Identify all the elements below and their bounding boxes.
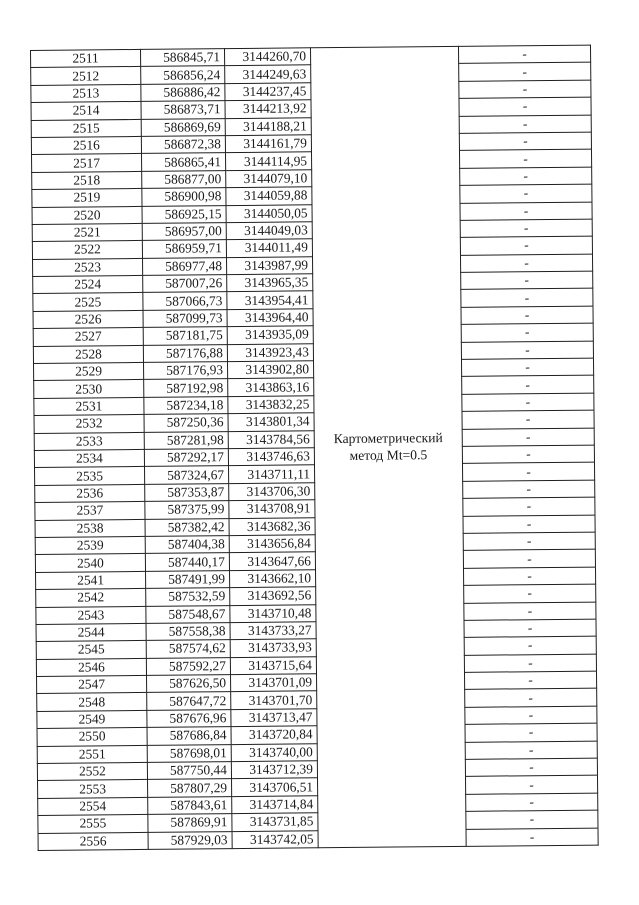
y-coordinate-cell: 3143714,84 xyxy=(232,796,318,814)
point-number-cell: 2538 xyxy=(35,519,145,537)
y-coordinate-cell: 3143682,36 xyxy=(229,517,315,535)
method-line-1: Картометрический xyxy=(333,430,443,447)
x-coordinate-cell: 587353,87 xyxy=(145,483,229,501)
point-number-cell: 2554 xyxy=(38,797,148,815)
y-coordinate-cell: 3143706,30 xyxy=(229,483,315,501)
x-coordinate-cell: 587491,99 xyxy=(146,570,230,588)
point-number-cell: 2530 xyxy=(34,380,144,398)
point-number-cell: 2540 xyxy=(35,554,145,572)
y-coordinate-cell: 3143733,27 xyxy=(230,622,316,640)
y-coordinate-cell: 3143710,48 xyxy=(230,604,316,622)
y-coordinate-cell: 3143965,35 xyxy=(227,274,313,292)
x-coordinate-cell: 587626,50 xyxy=(147,675,231,693)
accuracy-cell: - xyxy=(461,306,593,325)
x-coordinate-cell: 587698,01 xyxy=(147,744,231,762)
accuracy-cell: - xyxy=(460,202,592,221)
point-number-cell: 2532 xyxy=(34,415,144,433)
point-number-cell: 2517 xyxy=(32,154,142,172)
accuracy-cell: - xyxy=(461,358,593,377)
accuracy-cell: - xyxy=(466,810,598,829)
point-number-cell: 2550 xyxy=(37,728,147,746)
y-coordinate-cell: 3143647,66 xyxy=(229,552,315,570)
point-number-cell: 2533 xyxy=(34,432,144,450)
x-coordinate-cell: 586877,00 xyxy=(142,170,226,188)
point-number-cell: 2548 xyxy=(37,693,147,711)
y-coordinate-cell: 3144059,88 xyxy=(226,187,312,205)
y-coordinate-cell: 3143706,51 xyxy=(232,778,318,796)
y-coordinate-cell: 3143923,43 xyxy=(227,343,313,361)
accuracy-cell: - xyxy=(460,184,592,203)
y-coordinate-cell: 3143713,47 xyxy=(231,709,317,727)
accuracy-cell: - xyxy=(460,236,592,255)
accuracy-cell: - xyxy=(465,723,597,742)
y-coordinate-cell: 3143701,09 xyxy=(231,674,317,692)
x-coordinate-cell: 587647,72 xyxy=(147,692,231,710)
accuracy-cell: - xyxy=(459,63,591,82)
y-coordinate-cell: 3143733,93 xyxy=(230,639,316,657)
coordinates-table-container xyxy=(30,45,598,851)
accuracy-cell: - xyxy=(462,376,594,395)
accuracy-cell: - xyxy=(460,254,592,273)
point-number-cell: 2524 xyxy=(33,276,143,294)
x-coordinate-cell: 587234,18 xyxy=(144,396,228,414)
x-coordinate-cell: 587375,99 xyxy=(145,501,229,519)
accuracy-cell: - xyxy=(463,497,595,516)
x-coordinate-cell: 587592,27 xyxy=(146,657,230,675)
y-coordinate-cell: 3143964,40 xyxy=(227,309,313,327)
accuracy-cell: - xyxy=(463,480,595,499)
accuracy-cell: - xyxy=(464,619,596,638)
point-number-cell: 2546 xyxy=(36,658,146,676)
point-number-cell: 2552 xyxy=(37,762,147,780)
y-coordinate-cell: 3143656,84 xyxy=(229,535,315,553)
accuracy-cell: - xyxy=(460,219,592,238)
accuracy-cell: - xyxy=(461,271,593,290)
x-coordinate-cell: 586865,41 xyxy=(142,153,226,171)
point-number-cell: 2522 xyxy=(32,241,142,259)
accuracy-cell: - xyxy=(458,45,590,64)
point-number-cell: 2535 xyxy=(35,467,145,485)
x-coordinate-cell: 587558,38 xyxy=(146,622,230,640)
y-coordinate-cell: 3143784,56 xyxy=(228,430,314,448)
point-number-cell: 2544 xyxy=(36,623,146,641)
x-coordinate-cell: 587324,67 xyxy=(145,466,229,484)
accuracy-cell: - xyxy=(466,793,598,812)
accuracy-cell: - xyxy=(464,636,596,655)
accuracy-cell: - xyxy=(465,689,597,708)
point-number-cell: 2515 xyxy=(31,119,141,137)
y-coordinate-cell: 3143711,11 xyxy=(229,465,315,483)
point-number-cell: 2542 xyxy=(36,589,146,607)
accuracy-cell: - xyxy=(465,775,597,794)
point-number-cell: 2539 xyxy=(35,536,145,554)
coordinates-table xyxy=(30,45,599,851)
x-coordinate-cell: 587843,61 xyxy=(148,796,232,814)
accuracy-cell: - xyxy=(462,410,594,429)
y-coordinate-cell: 3143708,91 xyxy=(229,500,315,518)
x-coordinate-cell: 587007,26 xyxy=(143,275,227,293)
accuracy-cell: - xyxy=(463,532,595,551)
x-coordinate-cell: 587404,38 xyxy=(145,536,229,554)
x-coordinate-cell: 586869,69 xyxy=(141,118,225,136)
accuracy-cell: - xyxy=(461,323,593,342)
x-coordinate-cell: 587192,98 xyxy=(144,379,228,397)
y-coordinate-cell: 3143712,39 xyxy=(231,761,317,779)
y-coordinate-cell: 3144049,03 xyxy=(226,222,312,240)
y-coordinate-cell: 3143954,41 xyxy=(227,291,313,309)
y-coordinate-cell: 3144188,21 xyxy=(225,117,311,135)
point-number-cell: 2537 xyxy=(35,502,145,520)
point-number-cell: 2529 xyxy=(34,362,144,380)
point-number-cell: 2547 xyxy=(37,675,147,693)
y-coordinate-cell: 3144237,45 xyxy=(225,83,311,101)
y-coordinate-cell: 3143746,63 xyxy=(228,448,314,466)
point-number-cell: 2545 xyxy=(36,641,146,659)
accuracy-cell: - xyxy=(462,393,594,412)
point-number-cell: 2531 xyxy=(34,397,144,415)
x-coordinate-cell: 587686,84 xyxy=(147,727,231,745)
accuracy-cell: - xyxy=(464,584,596,603)
accuracy-cell: - xyxy=(459,115,591,134)
y-coordinate-cell: 3143701,70 xyxy=(231,691,317,709)
x-coordinate-cell: 587382,42 xyxy=(145,518,229,536)
y-coordinate-cell: 3144249,63 xyxy=(225,65,311,83)
point-number-cell: 2513 xyxy=(31,84,141,102)
accuracy-cell: - xyxy=(462,428,594,447)
point-number-cell: 2553 xyxy=(38,780,148,798)
accuracy-cell: - xyxy=(460,167,592,186)
x-coordinate-cell: 587176,93 xyxy=(144,362,228,380)
accuracy-cell: - xyxy=(459,97,591,116)
x-coordinate-cell: 586959,71 xyxy=(142,240,226,258)
x-coordinate-cell: 586977,48 xyxy=(143,257,227,275)
x-coordinate-cell: 587440,17 xyxy=(145,553,229,571)
y-coordinate-cell: 3144050,05 xyxy=(226,204,312,222)
x-coordinate-cell: 587176,88 xyxy=(143,344,227,362)
point-number-cell: 2555 xyxy=(38,815,148,833)
point-number-cell: 2523 xyxy=(33,258,143,276)
y-coordinate-cell: 3143935,09 xyxy=(227,326,313,344)
y-coordinate-cell: 3144213,92 xyxy=(225,100,311,118)
y-coordinate-cell: 3144011,49 xyxy=(226,239,312,257)
accuracy-cell: - xyxy=(462,462,594,481)
x-coordinate-cell: 586900,98 xyxy=(142,188,226,206)
point-number-cell: 2528 xyxy=(33,345,143,363)
y-coordinate-cell: 3143662,10 xyxy=(230,570,316,588)
y-coordinate-cell: 3143720,84 xyxy=(231,726,317,744)
x-coordinate-cell: 587574,62 xyxy=(146,640,230,658)
accuracy-cell: - xyxy=(465,758,597,777)
x-coordinate-cell: 586872,38 xyxy=(141,136,225,154)
coordinates-table-body xyxy=(31,45,599,850)
point-number-cell: 2534 xyxy=(34,449,144,467)
y-coordinate-cell: 3143801,34 xyxy=(228,413,314,431)
y-coordinate-cell: 3143832,25 xyxy=(228,396,314,414)
point-number-cell: 2516 xyxy=(31,136,141,154)
point-number-cell: 2526 xyxy=(33,310,143,328)
point-number-cell: 2525 xyxy=(33,293,143,311)
x-coordinate-cell: 587099,73 xyxy=(143,309,227,327)
point-number-cell: 2541 xyxy=(36,571,146,589)
point-number-cell: 2556 xyxy=(38,832,148,850)
accuracy-cell: - xyxy=(461,289,593,308)
y-coordinate-cell: 3143692,56 xyxy=(230,587,316,605)
accuracy-cell: - xyxy=(465,706,597,725)
y-coordinate-cell: 3143742,05 xyxy=(232,830,318,848)
accuracy-cell: - xyxy=(464,654,596,673)
x-coordinate-cell: 587548,67 xyxy=(146,605,230,623)
x-coordinate-cell: 587292,17 xyxy=(144,449,228,467)
x-coordinate-cell: 587532,59 xyxy=(146,588,230,606)
x-coordinate-cell: 587181,75 xyxy=(143,327,227,345)
accuracy-cell: - xyxy=(459,132,591,151)
y-coordinate-cell: 3143863,16 xyxy=(228,378,314,396)
point-number-cell: 2527 xyxy=(33,328,143,346)
method-line-2: метод Mt=0.5 xyxy=(349,447,428,464)
point-number-cell: 2519 xyxy=(32,189,142,207)
x-coordinate-cell: 586925,15 xyxy=(142,205,226,223)
y-coordinate-cell: 3144260,70 xyxy=(224,48,310,66)
x-coordinate-cell: 586957,00 xyxy=(142,223,226,241)
accuracy-cell: - xyxy=(466,828,598,847)
point-number-cell: 2549 xyxy=(37,710,147,728)
y-coordinate-cell: 3143731,85 xyxy=(232,813,318,831)
point-number-cell: 2543 xyxy=(36,606,146,624)
x-coordinate-cell: 587281,98 xyxy=(144,431,228,449)
point-number-cell: 2536 xyxy=(35,484,145,502)
point-number-cell: 2520 xyxy=(32,206,142,224)
x-coordinate-cell: 587676,96 xyxy=(147,709,231,727)
accuracy-cell: - xyxy=(464,671,596,690)
accuracy-cell: - xyxy=(459,80,591,99)
x-coordinate-cell: 586873,71 xyxy=(141,101,225,119)
accuracy-cell: - xyxy=(465,741,597,760)
y-coordinate-cell: 3143740,00 xyxy=(231,743,317,761)
point-number-cell: 2511 xyxy=(31,49,141,67)
x-coordinate-cell: 587929,03 xyxy=(148,831,232,849)
x-coordinate-cell: 586856,24 xyxy=(141,66,225,84)
x-coordinate-cell: 587869,91 xyxy=(148,814,232,832)
accuracy-cell: - xyxy=(462,445,594,464)
x-coordinate-cell: 586845,71 xyxy=(140,49,224,67)
accuracy-cell: - xyxy=(461,341,593,360)
y-coordinate-cell: 3143987,99 xyxy=(226,256,312,274)
accuracy-cell: - xyxy=(463,515,595,534)
y-coordinate-cell: 3144161,79 xyxy=(225,135,311,153)
x-coordinate-cell: 587250,36 xyxy=(144,414,228,432)
x-coordinate-cell: 587807,29 xyxy=(148,779,232,797)
point-number-cell: 2518 xyxy=(32,171,142,189)
y-coordinate-cell: 3144079,10 xyxy=(226,170,312,188)
point-number-cell: 2521 xyxy=(32,223,142,241)
accuracy-cell: - xyxy=(464,602,596,621)
method-cell xyxy=(310,46,466,847)
y-coordinate-cell: 3144114,95 xyxy=(225,152,311,170)
point-number-cell: 2551 xyxy=(37,745,147,763)
x-coordinate-cell: 587750,44 xyxy=(147,762,231,780)
x-coordinate-cell: 587066,73 xyxy=(143,292,227,310)
y-coordinate-cell: 3143715,64 xyxy=(230,656,316,674)
y-coordinate-cell: 3143902,80 xyxy=(228,361,314,379)
accuracy-cell: - xyxy=(459,149,591,168)
accuracy-cell: - xyxy=(463,549,595,568)
accuracy-cell: - xyxy=(463,567,595,586)
x-coordinate-cell: 586886,42 xyxy=(141,83,225,101)
point-number-cell: 2514 xyxy=(31,102,141,120)
point-number-cell: 2512 xyxy=(31,67,141,85)
